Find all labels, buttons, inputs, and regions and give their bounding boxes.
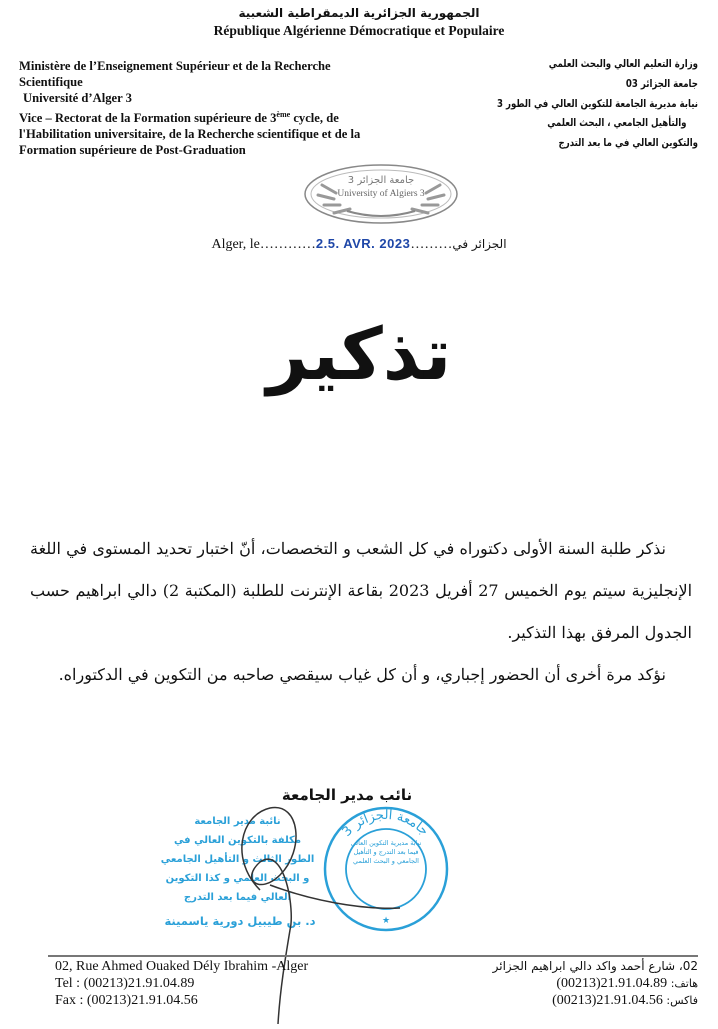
footer-contact-arabic (493, 958, 698, 1009)
svg-text:★: ★ (381, 915, 391, 925)
header-line: Scientifique (19, 75, 83, 90)
header-line: Université d’Alger 3 (23, 91, 132, 106)
paragraph: نؤكد مرة أخرى أن الحضور إجباري، و أن كل غياب سيقصي صاحبه من التكوين في الدكتوراه. (58, 665, 666, 684)
footer-contact-french (55, 958, 308, 1009)
ministry-header-french (19, 58, 419, 158)
stamp-center-text: نيابة مديرية التكوين العالي فيما بعد التدرج و التأهيل الجامعي و البحث العلمي (350, 839, 422, 865)
date-stamp: 2.5. AVR. 2023 (315, 236, 411, 251)
header-line: Ministère de l’Enseignement Supérieur et de la Recherche (19, 59, 331, 73)
stamp-line: و البحث العلمي و كذا التكوين (165, 873, 310, 884)
signatory-title: نائب مدير الجامعة (281, 786, 413, 804)
university-logo (302, 163, 460, 225)
stamp-line: مكلفة بالتكوين العالي في (173, 835, 302, 846)
header-text: cycle, de (290, 110, 339, 125)
tel-label: هاتف: (670, 977, 698, 990)
tel-value: (00213)21.91.04.89 (556, 976, 668, 991)
document-title: تذكير (266, 312, 452, 396)
footer-fax: Fax : (00213)21.91.04.56 (55, 993, 198, 1008)
fax-label: فاكس: (666, 994, 698, 1007)
header-text: Vice – Rectorat de la Formation supérieure de 3 (19, 110, 277, 125)
french-republic-heading: République Algérienne Démocratique et Populaire (213, 23, 505, 38)
header-line: جامعة الجزائر 03 (625, 77, 698, 90)
logo-text: University of Algiers 3 (337, 189, 425, 199)
stamp-line: نائبة مدير الجامعة (194, 816, 281, 827)
stamp-line: الطور الثالث و التأهيل الجامعي (160, 854, 315, 865)
header-line: l'Habilitation universitaire, de la Recherche scientifique et de la (19, 127, 361, 141)
header-line: Formation supérieure de Post-Graduation (19, 143, 246, 158)
fax-value: (00213)21.91.04.56 (552, 993, 663, 1008)
header-line: والتأهيل الجامعي ، البحث العلمي (547, 117, 687, 130)
header-line (19, 107, 419, 126)
header-line: نيابة مديرية الجامعة للتكوين العالي في الطور 3 (497, 97, 698, 110)
date-suffix: ……… (410, 237, 453, 252)
stamp-line: العالي فيما بعد التدرج (183, 892, 292, 903)
date-arabic: الجزائر في (452, 237, 507, 251)
footer-tel-arabic (493, 975, 698, 992)
document-body (30, 528, 692, 696)
footer-divider (48, 955, 698, 957)
header-line: والتكوين العالي في ما بعد التدرج (558, 137, 698, 150)
footer-fax-arabic (493, 992, 698, 1009)
stamp-ring-text: جامعة الجزائر 3 (339, 807, 432, 840)
signatory-name: د. بن طيبيل دورية ياسمينة (164, 914, 316, 928)
ministry-header-arabic (477, 55, 698, 154)
arabic-republic-heading: الجمهورية الجزائرية الديمقراطية الشعبية (238, 6, 480, 20)
footer-address-arabic: 02، شارع أحمد واكد دالي ابراهيم الجزائر (492, 959, 698, 973)
footer-address: 02, Rue Ahmed Ouaked Dély Ibrahim -Alger (55, 959, 309, 974)
footer-tel: Tel : (00213)21.91.04.89 (55, 976, 195, 991)
date-prefix: Alger, le………… (211, 237, 316, 252)
logo-arabic: جامعة الجزائر 3 (347, 175, 415, 186)
date-line (0, 236, 718, 253)
header-line: وزارة التعليم العالي والبحث العلمي (548, 58, 698, 70)
superscript: ème (276, 109, 291, 119)
paragraph: نذكر طلبة السنة الأولى دكتوراه في كل الشعب و التخصصات، أنّ اختبار تحديد المستوى في اللغة الإنجليزية سيتم يوم الخميس 27 أفريل 2023 بقاعة الإنترنت للطلبة (المكتبة 2) دالي ابراهيم حسب الجدول المرفق بهذا التذكير. (30, 539, 693, 642)
